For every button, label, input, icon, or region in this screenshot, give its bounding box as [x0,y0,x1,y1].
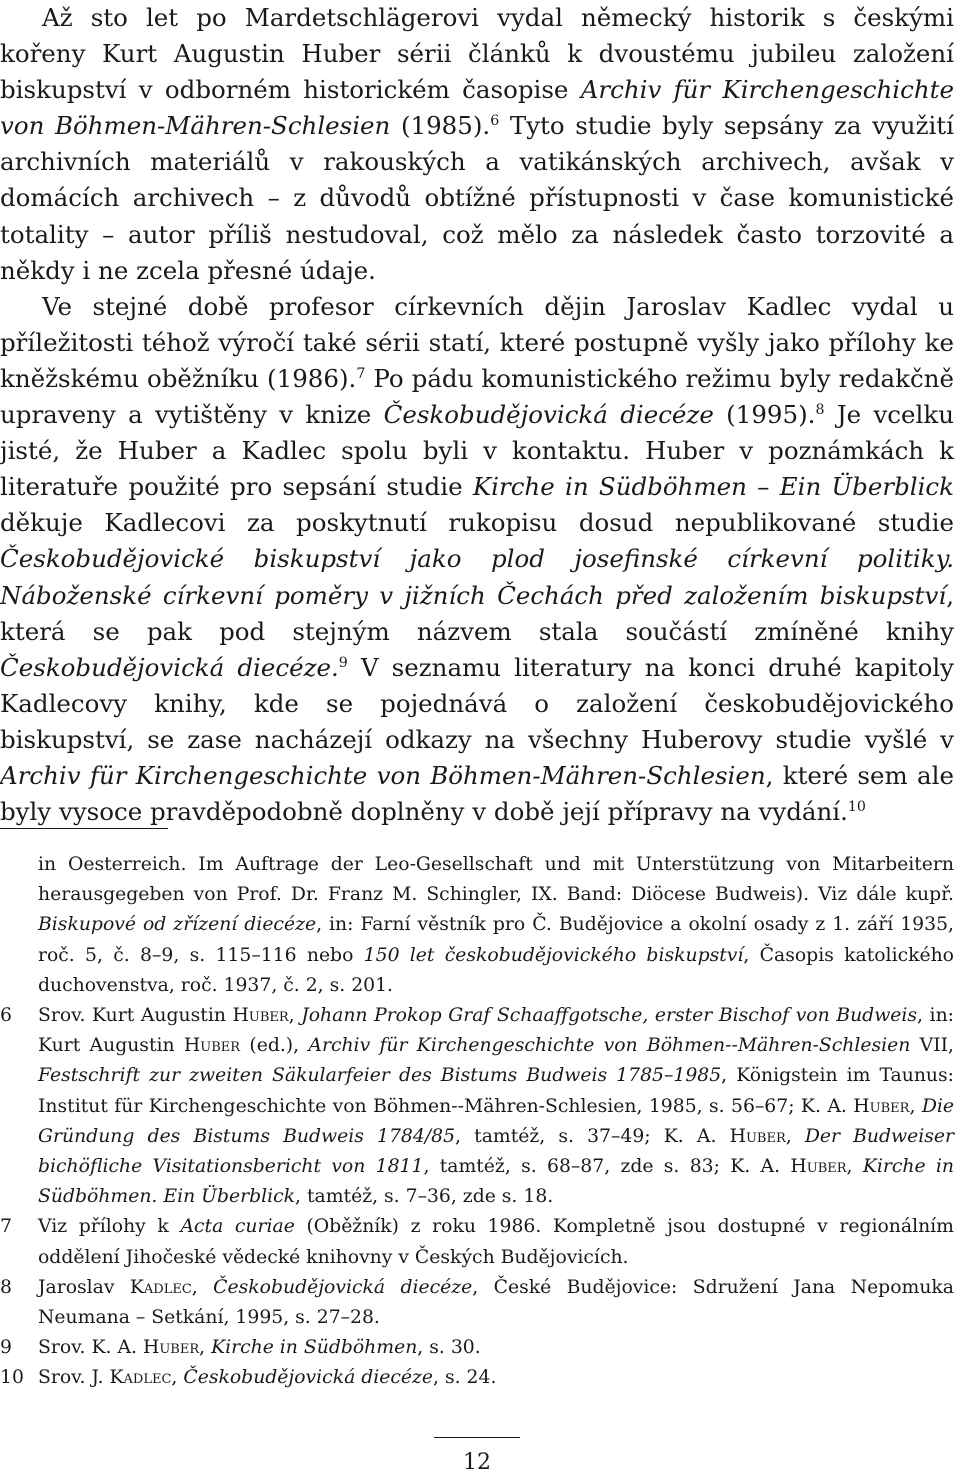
author-name: Huber [183,1035,241,1057]
text-run: V seznamu literatury na konci druhé kapitoly Kadlecovy knihy, kde se pojednává o založení českobudějovického biskupství, se zase nacházejí odkazy na všechny Huberovy studie vyšlé v [0,652,954,754]
text-run: VII, [910,1035,955,1057]
book-title: Českobudějovická diecéze [383,400,714,430]
text-run: (ed.), [240,1035,309,1057]
paragraph-2 [0,289,954,830]
footnote-ref[interactable]: 8 [815,402,825,419]
work-title: Kirche in Südböhmen. Ein Überblick [38,1156,954,1208]
text-run: (1985). [390,111,491,141]
footnote-continuation [0,850,954,1001]
text-run: , [199,1337,212,1359]
footnote-ref[interactable]: 9 [338,654,348,671]
study-title: Kirche in Südböhmen – Ein Überblick [472,472,954,502]
footnote-9 [0,1333,954,1363]
text-run: Tyto studie byly sepsány za využití archivních materiálů v rakouských a vatikánských archivech, avšak v domácích archivech – z důvodů obtížné přístupnosti v čase komunistické totality – autor příliš nestudoval, což mělo za následek často torzovité a někdy i ne zcela přesné údaje. [0,111,954,285]
author-name: Huber [232,1005,289,1027]
page-number: 12 [463,1450,491,1475]
journal-title: Archiv für Kirchengeschichte von Böhmen-Mähren-Schlesien [0,75,954,141]
text-run: (1995). [713,400,816,430]
author-name: Huber [790,1156,847,1178]
text-run: Srov. Kurt Augustin [38,1005,233,1027]
text-run: , s. 30. [417,1337,481,1359]
text-run: (Oběžník) z roku 1986. Kompletně jsou dostupné v regionálním oddělení Jihočeské vědecké knihovny v Českých Budějovicích. [38,1216,954,1268]
journal-title: Archiv für Kirchengeschichte von Böhmen-Mähren-Schlesien [0,760,766,790]
footnotes [0,850,954,1394]
work-title: Johann Prokop Graf Schaaffgotsche, erster Bischof von Budweis [301,1005,918,1027]
text-run: Je vcelku jisté, že Huber a Kadlec spolu byli v kontaktu. Huber v poznámkách k literatuře použité pro sepsání studie [0,400,954,502]
work-title: Der Budweiser bichöfliche Visitationsbericht von 1811 [38,1125,954,1178]
author-name: Kadlec [129,1276,192,1298]
footnote-7 [0,1212,954,1272]
page-number-rule [434,1437,520,1438]
text-run: , Časopis katolického duchovenstva, roč. 1937, č. 2, s. 201. [38,944,954,996]
work-title: Českobudějovická diecéze [213,1276,473,1298]
text-run: , Königstein im Taunus: Institut für Kirchengeschichte von Böhmen--Mähren-Schlesien, 1985, s. 56–67; K. A. [38,1065,954,1117]
paragraph-1 [0,0,954,289]
author-name: Huber [729,1125,786,1147]
text-run: Viz přílohy k [38,1216,181,1238]
author-name: Huber [853,1095,910,1117]
footnote-ref[interactable]: 6 [490,113,500,130]
text-run: Ve stejné době profesor církevních dějin Jaroslav Kadlec vydal u příležitosti téhož výročí také sérii statí, které postupně vyšly jako přílohy ke kněžskému oběžníku (1986). [0,291,954,393]
text-run: , s. 24. [433,1367,497,1389]
text-run: Po pádu komunistického režimu byly redakčně upraveny a vytištěny v knize [0,363,955,430]
text-run: , [909,1095,922,1117]
book-title: Českobudějovická diecéze. [0,652,339,682]
text-run: , která se pak pod stejným názvem stala součástí zmíněné knihy [0,580,954,646]
footnote-8 [0,1273,954,1333]
work-title: Českobudějovická diecéze [183,1367,434,1389]
work-title: Festschrift zur zweiten Säkularfeier des Bistums Budweis 1785–1985 [38,1065,722,1087]
text-run: , in: Farní věstník pro Č. Budějovice a okolní osady z 1. září 1935, roč. 5, č. 8–9, s. 115–116 nebo [38,914,954,966]
text-run: , které sem ale byly vysoce pravděpodobně doplněny v době její přípravy na vydání. [0,760,954,827]
work-title: Archiv für Kirchengeschichte von Böhmen--Mähren-Schlesien [308,1035,911,1057]
text-run: , tamtéž, s. 7–36, zde s. 18. [295,1186,554,1208]
text-run: , [288,1005,302,1027]
article-title: 150 let českobudějovického biskupství [363,944,744,966]
text-run: , [171,1367,184,1389]
work-title: Kirche in Südböhmen [211,1337,418,1359]
text-run: , [846,1156,863,1178]
footnote-6 [0,1001,954,1212]
study-title: Českobudějovické biskupství jako plod josefinské církevní politiky. Náboženské církevní poměry v jižních Čechách před založením biskupství [0,544,954,610]
work-title: Acta curiae [180,1216,295,1238]
author-name: Kadlec [109,1367,172,1389]
article-title: Biskupové od zřízení diecéze [38,914,317,936]
text-run: Srov. K. A. [38,1337,143,1359]
text-run: , tamtéž, s. 37–49; K. A. [455,1125,730,1147]
footnote-ref[interactable]: 10 [847,799,866,816]
footnote-number: 7 [0,1216,12,1238]
footnote-number: 6 [0,1005,12,1027]
text-run: děkuje Kadlecovi za poskytnutí rukopisu dosud nepublikované studie [0,508,954,538]
text-run: , in: Kurt Augustin [38,1005,954,1057]
footnote-number: 10 [0,1367,24,1389]
text-run: Jaroslav [38,1276,130,1298]
footnote-ref[interactable]: 7 [356,366,366,383]
text-run: Až sto let po Mardetschlägerovi vydal německý historik s českými kořeny Kurt Augustin Huber sérii článků k dvoustému jubileu založení biskupství v odborném historickém časopise [0,3,954,105]
text-run: , [785,1125,805,1147]
text-run: in Oesterreich. Im Auftrage der Leo-Gesellschaft und mit Unterstützung von Mitarbeitern herausgegeben von Prof. Dr. Franz M. Schingler, IX. Band: Diöcese Budweis). Viz dále kupř. [38,854,954,906]
footnote-number: 8 [0,1276,12,1298]
text-run: , [191,1276,214,1298]
text-run: Srov. J. [38,1367,110,1389]
author-name: Huber [142,1337,200,1359]
footnote-separator [0,828,168,829]
footnote-10 [0,1363,954,1393]
work-title: Die Gründung des Bistums Budweis 1784/85 [38,1095,954,1147]
text-run: , České Budějovice: Sdružení Jana Nepomuka Neumana – Setkání, 1995, s. 27–28. [38,1276,954,1329]
footnote-number: 9 [0,1337,12,1359]
text-run: , tamtéž, s. 68–87, zde s. 83; K. A. [423,1156,791,1178]
